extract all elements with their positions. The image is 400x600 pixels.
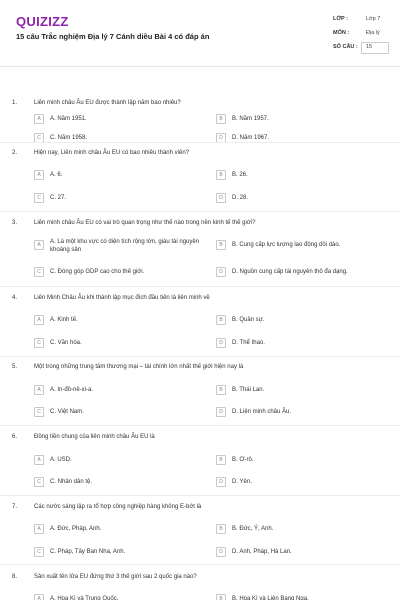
option-text: B. Hoa Kì và Liên Bang Nga. <box>232 596 309 600</box>
question-divider <box>0 425 400 426</box>
meta-label: LỚP : <box>333 16 348 22</box>
question-divider <box>0 356 400 357</box>
option-text: B. Năm 1957. <box>232 116 269 122</box>
option-key-box: C <box>34 338 44 348</box>
meta-row-count <box>333 42 389 54</box>
option-text: A. 6. <box>50 172 63 178</box>
option-key-box: D <box>216 547 226 557</box>
option-text: C. Năm 1958. <box>50 135 88 141</box>
question-text: Các nước sáng lập ra tổ hợp công nghiệp hàng không E-bớt là <box>34 504 202 510</box>
option-key-box: A <box>34 594 44 600</box>
option-key-box: C <box>34 133 44 143</box>
option-text: B. 26. <box>232 172 248 178</box>
question-number: 8. <box>12 574 18 580</box>
option-key-box: D <box>216 338 226 348</box>
option-key-box: A <box>34 455 44 465</box>
question-text: Liên Minh Châu Âu khi thành lập mục đích đầu tiên là liên minh về <box>34 295 210 301</box>
question-number: 6. <box>12 434 18 440</box>
option-key-box: A <box>34 240 44 250</box>
option-key-box: B <box>216 455 226 465</box>
option-text: C. Pháp, Tây Ban Nha, Anh. <box>50 549 126 555</box>
meta-label: MÔN : <box>333 30 350 36</box>
option-key-box: A <box>34 524 44 534</box>
meta-value: 15 <box>366 44 373 50</box>
header-divider <box>0 66 400 67</box>
option-key-box: D <box>216 477 226 487</box>
question-number: 7. <box>12 504 18 510</box>
question-text: Sản xuất tên lửa EU đứng thứ 3 thế giới sau 2 quốc gia nào? <box>34 574 197 580</box>
option-text: C. Văn hóa. <box>50 340 82 346</box>
option-text: B. Thái Lan. <box>232 387 265 393</box>
question-text: Một trong những trung tâm thương mại – tài chính lớn nhất thế giới hiện nay là <box>34 364 244 370</box>
option-key-box: B <box>216 170 226 180</box>
question-divider <box>0 564 400 565</box>
option-text: A. USD. <box>50 457 72 463</box>
option-key-box: B <box>216 385 226 395</box>
option-key-box: B <box>216 240 226 250</box>
question-divider <box>0 495 400 496</box>
option-key-box: C <box>34 267 44 277</box>
option-text: D. Năm 1967. <box>232 135 270 141</box>
question-number: 2. <box>12 150 18 156</box>
option-key-box: A <box>34 315 44 325</box>
option-text: A. Năm 1951. <box>50 116 87 122</box>
option-key-box: D <box>216 133 226 143</box>
option-text: D. Thể thao. <box>232 340 265 346</box>
meta-row-subject <box>333 28 389 40</box>
option-text: B. Đức, Ý, Anh. <box>232 526 274 532</box>
question-divider <box>0 211 400 212</box>
question-number: 5. <box>12 364 18 370</box>
page-header <box>0 0 400 66</box>
option-text: C. Việt Nam. <box>50 409 84 415</box>
question-divider <box>0 286 400 287</box>
option-text: D. Yên. <box>232 479 252 485</box>
option-key-box: D <box>216 267 226 277</box>
option-text: A. In-đô-nê-xi-a. <box>50 387 94 393</box>
option-text: C. Đóng góp GDP cao cho thế giới. <box>50 269 145 275</box>
option-key-box: C <box>34 547 44 557</box>
question-number: 1. <box>12 100 18 106</box>
option-text: D. Anh, Pháp, Hà Lan. <box>232 549 292 555</box>
question-text: Liên minh châu Âu EU có vai trò quan trọng như thế nào trong nền kinh tế thế giới? <box>34 220 256 226</box>
option-text: A. Đức, Pháp, Anh. <box>50 526 102 532</box>
option-text: A. Là một khu vực có diện tích rộng lớn, giàu tài nguyên khoáng sản <box>50 239 200 253</box>
option-text: C. 27. <box>50 195 67 201</box>
meta-value: Địa lý <box>366 30 380 36</box>
option-key-box: A <box>34 114 44 124</box>
option-text: A. Hoa Kì và Trung Quốc. <box>50 596 119 600</box>
question-text: Liên minh châu Âu EU được thành lập năm bao nhiêu? <box>34 100 181 106</box>
option-key-box: B <box>216 594 226 600</box>
option-key-box: D <box>216 407 226 417</box>
quizizz-logo[interactable]: QUIZIZZ <box>16 14 69 29</box>
option-text: C. Nhân dân tệ. <box>50 479 93 485</box>
option-text: D. Liên minh châu Âu. <box>232 409 292 415</box>
option-text: D. 28. <box>232 195 249 201</box>
meta-value: Lớp 7 <box>366 16 381 22</box>
option-key-box: C <box>34 477 44 487</box>
option-key-box: A <box>34 385 44 395</box>
option-text: A. Kinh tế. <box>50 317 78 323</box>
option-key-box: A <box>34 170 44 180</box>
meta-row-grade <box>333 14 389 26</box>
option-key-box: B <box>216 114 226 124</box>
question-number: 4. <box>12 295 18 301</box>
option-text: B. Ơ-rô. <box>232 457 254 463</box>
question-divider <box>0 142 400 143</box>
option-key-box: B <box>216 524 226 534</box>
meta-label: SỐ CÂU : <box>333 44 358 50</box>
option-text: B. Cung cấp lực lượng lao động dồi dào. <box>232 242 341 248</box>
option-key-box: D <box>216 193 226 203</box>
option-text: B. Quân sự. <box>232 317 265 323</box>
option-key-box: C <box>34 193 44 203</box>
option-key-box: B <box>216 315 226 325</box>
option-text: D. Nguồn cung cấp tài nguyên thô đa dạng. <box>232 269 348 275</box>
option-key-box: C <box>34 407 44 417</box>
question-text: Hiện nay, Liên minh châu Âu EU có bao nhiêu thành viên? <box>34 150 189 156</box>
question-number: 3. <box>12 220 18 226</box>
page-title: 15 câu Trắc nghiệm Địa lý 7 Cánh diều Bài 4 có đáp án <box>16 32 210 41</box>
question-text: Đồng tiền chung của liên minh châu Âu EU là <box>34 434 155 440</box>
